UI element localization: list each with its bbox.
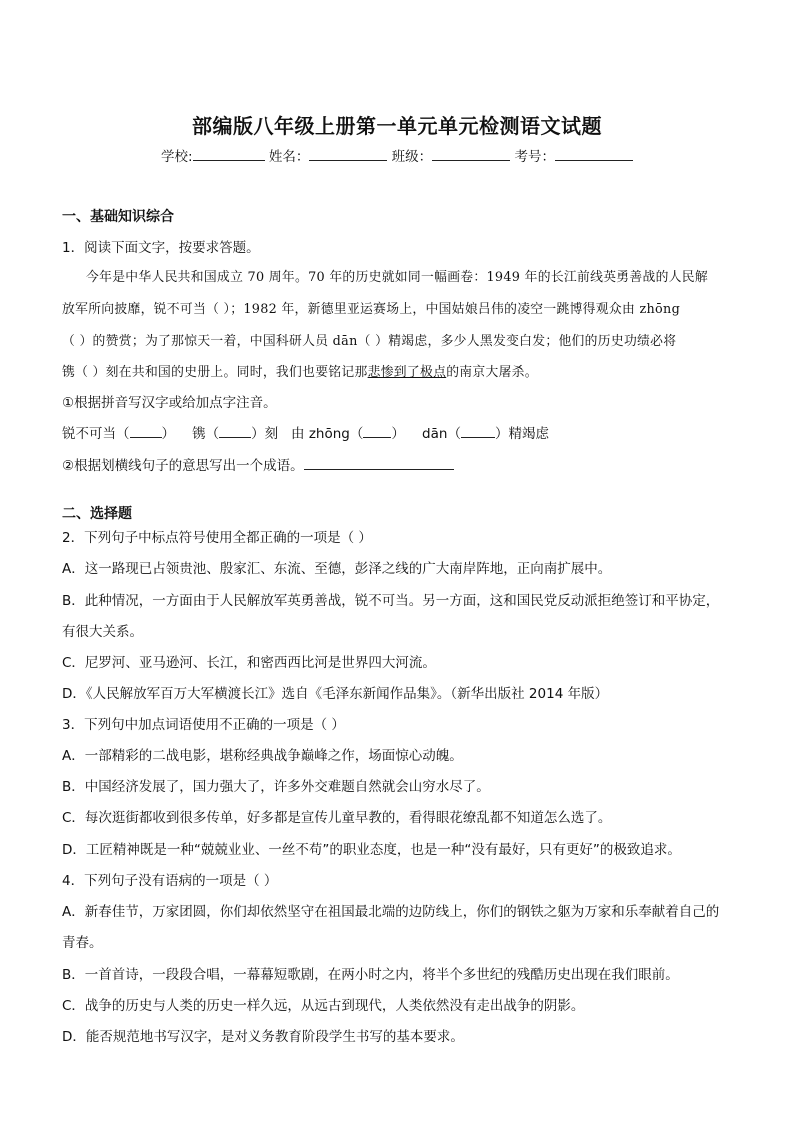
option-a[interactable]: A．这一路现已占领贵池、殷家汇、东流、至德，彭泽之线的广大南岸阵地，正向南扩展中。 [62,561,612,577]
question-2-stem: 2．下列句子中标点符号使用全都正确的一项是（ ） [62,530,372,546]
number-label: 考号： [514,149,555,165]
answer-prompt-end: ） [161,426,175,442]
class-field[interactable] [432,146,510,161]
answer-prompt: 锐不可当（ [62,426,130,442]
option-a-cont: 青春。 [62,935,103,951]
idiom-answer-blank[interactable] [304,455,454,470]
class-label: 班级： [391,149,433,165]
passage-text: 镌（ ）刻在共和国的史册上。同时，我们也要铭记那 [62,365,368,380]
section-heading-1: 一、基础知识综合 [62,209,174,225]
answer-blank[interactable] [130,423,162,438]
option-d[interactable]: D．能否规范地书写汉字，是对义务教育阶段学生书写的基本要求。 [62,1029,464,1045]
section-heading-2: 二、选择题 [62,506,132,522]
passage-line: 今年是中华人民共和国成立 70 周年。70 年的历史就如同一幅画卷：1949 年的长江前线英勇善战的人民解 [86,270,708,285]
answer-prompt-end: ） [391,426,405,442]
answer-prompt: 镌（ [192,426,220,442]
question-1-stem: 1．阅读下面文字，按要求答题。 [62,240,260,256]
option-a[interactable]: A．新春佳节，万家团圆，你们却依然坚守在祖国最北端的边防线上，你们的钢铁之躯为万家和乐奉献着自己的 [62,904,720,920]
answer-prompt-end: ）刻 [251,426,279,442]
page-title: 部编版八年级上册第一单元单元检测语文试题 [192,114,602,138]
pinyin-answer-row [62,422,549,442]
option-b-cont: 有很大关系。 [62,624,143,640]
question-4-stem: 4．下列句子没有语病的一项是（ ） [62,873,278,889]
passage-line [62,361,538,380]
student-info-line [0,145,794,165]
name-field[interactable] [309,146,387,161]
option-a[interactable]: A．一部精彩的二战电影，堪称经典战争巅峰之作，场面惊心动魄。 [62,748,463,764]
option-c[interactable]: C．每次逛街都收到很多传单，好多都是宣传儿童早教的，看得眼花缭乱都不知道怎么选了。 [62,810,612,826]
option-d[interactable]: D．工匠精神既是一种“兢兢业业、一丝不苟”的职业态度，也是一种“没有最好，只有更好”的极致追求。 [62,842,681,858]
name-label: 姓名： [268,149,310,165]
option-c[interactable]: C．尼罗河、亚马逊河、长江，和密西西比河是世界四大河流。 [62,655,436,671]
option-b[interactable]: B．中国经济发展了，国力强大了，许多外交难题自然就会山穷水尽了。 [62,779,490,795]
question-3-stem: 3．下列句中加点词语使用不正确的一项是（ ） [62,717,345,733]
number-field[interactable] [555,146,633,161]
answer-prompt: dān（ [422,426,461,442]
passage-line: （ ）的赞赏；为了那惊天一着，中国科研人员 dān（ ）精竭虑，多少人黑发变白发；他们的历史功绩必将 [62,334,677,349]
answer-blank[interactable] [219,423,251,438]
subquestion-1: ①根据拼音写汉字或给加点字注音。 [62,395,277,411]
answer-blank[interactable] [363,423,391,438]
answer-prompt: 由 zhōng（ [291,426,364,442]
answer-blank[interactable] [461,423,495,438]
option-c[interactable]: C．战争的历史与人类的历史一样久远，从远古到现代，人类依然没有走出战争的阴影。 [62,998,585,1014]
passage-line: 放军所向披靡，锐不可当（ ）；1982 年，新德里亚运赛场上，中国姑娘吕伟的凌空一跳博得观众由 zhōng [62,302,681,317]
option-b[interactable]: B．此种情况，一方面由于人民解放军英勇善战，锐不可当。另一方面，这和国民党反动派拒绝签订和平协定， [62,593,720,609]
option-d[interactable]: D．《人民解放军百万大军横渡长江》选自《毛泽东新闻作品集》。（新华出版社 2014 年版） [62,686,609,702]
school-label: 学校: [161,149,193,165]
subquestion-2-text: ②根据划横线句子的意思写出一个成语。 [62,458,304,474]
school-field[interactable] [193,146,265,161]
answer-prompt-end: ）精竭虑 [494,426,549,442]
option-b[interactable]: B．一首首诗，一段段合唱，一幕幕短歌剧，在两小时之内，将半个多世纪的残酷历史出现在我们眼前。 [62,967,679,983]
passage-text: 的南京大屠杀。 [446,365,538,380]
subquestion-2 [62,454,454,474]
underlined-sentence: 悲惨到了极点 [367,365,447,380]
